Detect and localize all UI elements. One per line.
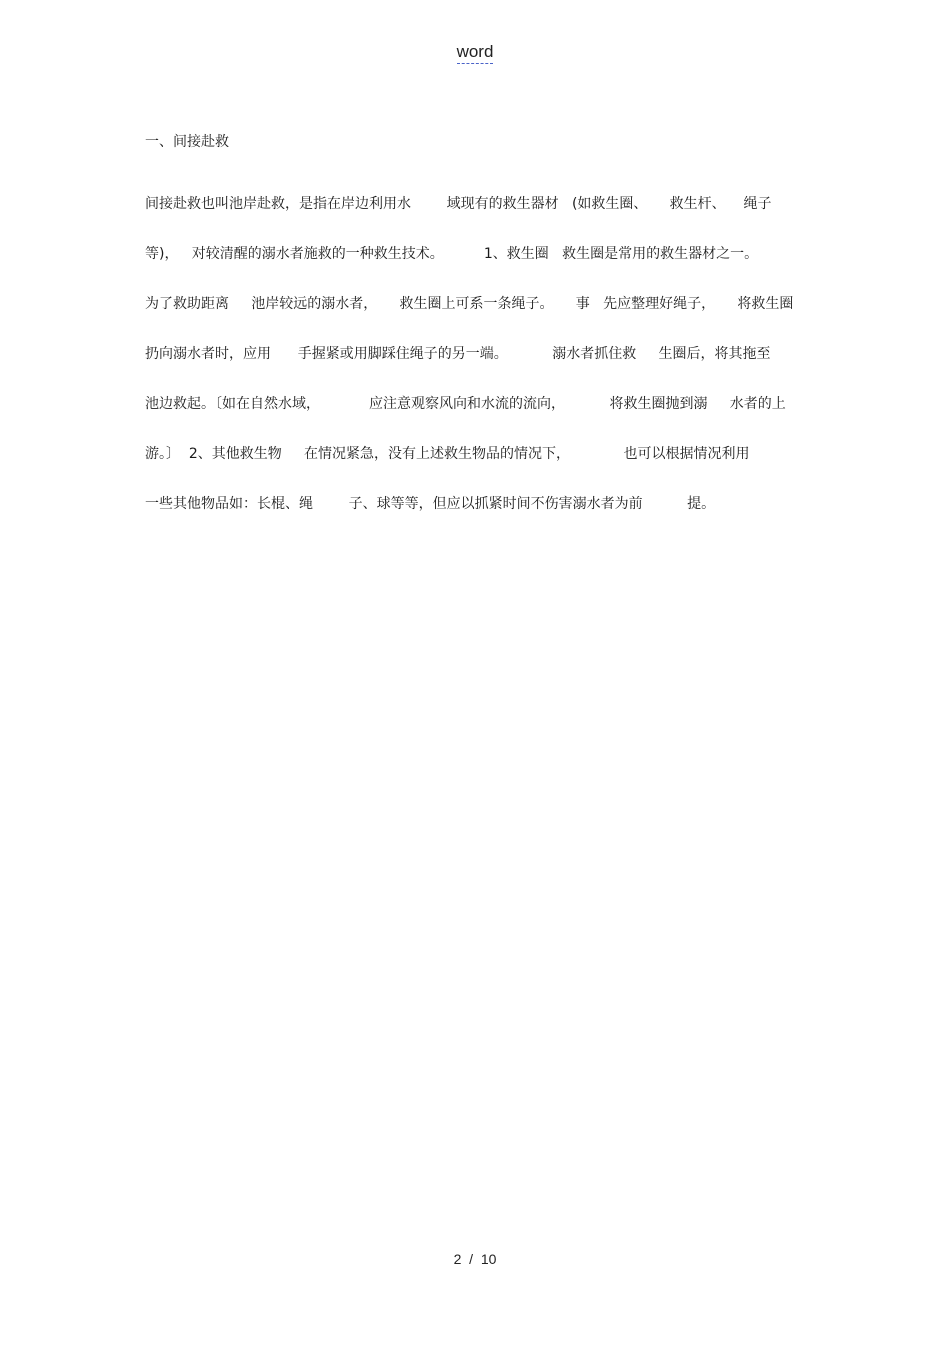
paragraph-line: 游。〕 2、其他救生物 在情况紧急，没有上述救生物品的情况下， 也可以根据情况利用 — [145, 446, 750, 462]
paragraph-line: 池边救起。〔如在自然水域， 应注意观察风向和水流的流向， 将救生圈抛到溺 水者的上 — [145, 396, 786, 412]
section-heading: 一、间接赴救 — [145, 134, 229, 150]
page-number: 2 / 10 — [453, 1251, 497, 1267]
header-title: word — [457, 42, 494, 64]
paragraph-line: 扔向溺水者时，应用 手握紧或用脚踩住绳子的另一端。 溺水者抓住救 生圈后，将其拖至 — [145, 346, 771, 362]
page-header — [0, 42, 950, 64]
paragraph-line: 一些其他物品如：长棍、绳 子、球等等，但应以抓紧时间不伤害溺水者为前 提。 — [145, 496, 716, 512]
paragraph-line: 等)， 对较清醒的溺水者施救的一种救生技术。 1、救生圈 救生圈是常用的救生器材之一。 — [145, 246, 759, 262]
paragraph-line: 间接赴救也叫池岸赴救，是指在岸边利用水 域现有的救生器材 (如救生圈、 救生杆、 绳子 — [145, 196, 772, 212]
paragraph-line: 为了救助距离 池岸较远的溺水者， 救生圈上可系一条绳子。 事 先应整理好绳子， 将救生圈 — [145, 296, 794, 312]
